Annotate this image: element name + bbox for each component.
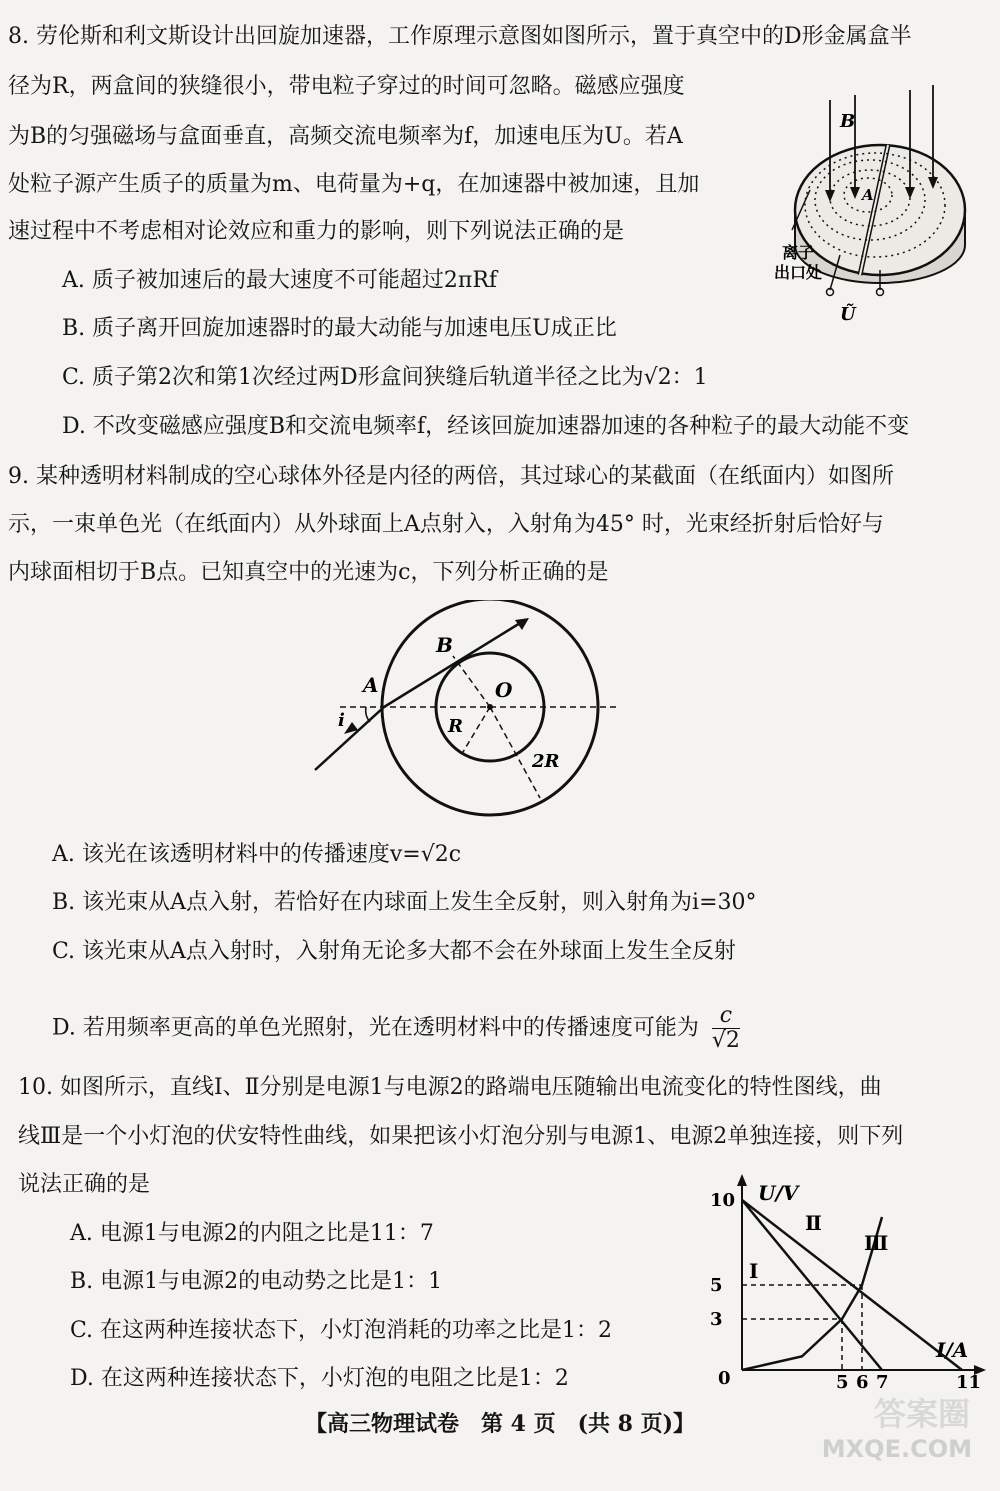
cyclotron-figure [770,80,980,330]
q8-option-d: D. 不改变磁感应强度B和交流电频率f，经该回旋加速器加速的各种粒子的最大动能不变 [62,414,910,439]
q9-option-a: A. 该光在该透明材料中的传播速度v=√2c [52,842,462,867]
sphere-label-a: A [363,673,379,697]
q8-option-a: A. 质子被加速后的最大速度不可能超过2πRf [62,268,498,293]
exit-label-1: 离子 [782,243,815,262]
q9-line-3: 内球面相切于B点。已知真空中的光速为c，下列分析正确的是 [8,560,609,585]
q10-option-b: B. 电源1与电源2的电动势之比是1：1 [70,1269,443,1294]
x-tick-7: 7 [876,1372,889,1393]
sphere-label-2r: 2R [532,751,560,772]
q9-option-d-fraction [712,1004,740,1053]
watermark [792,1393,992,1483]
fraction-denominator: √2 [711,1028,740,1053]
y-axis-label: U/V [758,1181,799,1205]
sphere-label-r: R [448,716,463,737]
exit-label-2: 出口处 [774,263,823,282]
sphere-label-b: B [436,633,453,657]
q9-option-d [52,1004,740,1053]
q10-line-2: 线Ⅲ是一个小灯泡的伏安特性曲线，如果把该小灯泡分别与电源1、电源2单独连接，则下列 [18,1124,904,1149]
series-line-1 [742,1200,962,1370]
q8-line-4: 处粒子源产生质子的质量为m、电荷量为+q，在加速器中被加速，且加 [8,172,700,197]
cyclotron-label-a: A [862,186,874,204]
sphere-label-i: i [338,710,345,731]
q8-line-5: 速过程中不考虑相对论效应和重力的影响，则下列说法正确的是 [8,219,625,244]
x-tick-5: 5 [836,1372,849,1393]
watermark-logo: 答案圈 [873,1395,970,1433]
y-tick-5: 5 [710,1275,723,1296]
q8-line-1: 8. 劳伦斯和利文斯设计出回旋加速器，工作原理示意图如图所示，置于真空中的D形金属盒半 [8,24,912,49]
q10-option-c: C. 在这两种连接状态下，小灯泡消耗的功率之比是1：2 [70,1318,613,1343]
q8-line-3: 为B的匀强磁场与盒面垂直，高频交流电频率为f，加速电压为U。若A [8,124,683,149]
iv-chart [700,1170,990,1395]
series-label-1: Ⅱ [805,1211,822,1235]
q10-option-d: D. 在这两种连接状态下，小灯泡的电阻之比是1：2 [70,1366,569,1391]
fraction-numerator: c [712,1004,740,1029]
q8-line-2: 径为R，两盒间的狭缝很小，带电粒子穿过的时间可忽略。磁感应强度 [8,74,685,99]
q10-line-3: 说法正确的是 [18,1172,151,1197]
x-tick-11: 11 [956,1372,982,1393]
q8-option-b: B. 质子离开回旋加速器时的最大动能与加速电压U成正比 [62,316,617,341]
q8-option-c: C. 质子第2次和第1次经过两D形盒间狭缝后轨道半径之比为√2：1 [62,365,708,390]
origin-label: 0 [718,1368,731,1389]
q9-line-2: 示，一束单色光（在纸面内）从外球面上A点射入，入射角为45° 时，光束经折射后恰好与 [8,512,884,537]
q9-line-1: 9. 某种透明材料制成的空心球体外径是内径的两倍，其过球心的某截面（在纸面内）如图所 [8,464,894,489]
page-footer: 【高三物理试卷 第 4 页 (共 8 页)】 [304,1411,696,1437]
q9-option-c: C. 该光束从A点入射时，入射角无论多大都不会在外球面上发生全反射 [52,939,736,964]
y-tick-3: 3 [710,1309,723,1330]
y-tick-10: 10 [710,1190,736,1211]
x-axis-label: I/A [936,1338,969,1362]
q9-option-b: B. 该光束从A点入射，若恰好在内球面上发生全反射，则入射角为i=30° [52,890,757,915]
q10-option-a: A. 电源1与电源2的内阻之比是11：7 [70,1221,434,1246]
series-label-2: Ⅲ [864,1231,889,1255]
cyclotron-label-b: B [840,111,856,132]
x-tick-6: 6 [856,1372,869,1393]
watermark-text: MXQE.COM [821,1435,972,1463]
q9-option-d-text: D. 若用频率更高的单色光照射，光在透明材料中的传播速度可能为 [52,1015,699,1041]
series-label-0: Ⅰ [749,1259,759,1283]
cyclotron-label-u: Ũ [840,304,856,325]
q10-line-1: 10. 如图所示，直线Ⅰ、Ⅱ分别是电源1与电源2的路端电压随输出电流变化的特性图线，曲 [18,1075,882,1100]
sphere-figure [300,600,640,830]
sphere-label-o: O [495,678,513,702]
